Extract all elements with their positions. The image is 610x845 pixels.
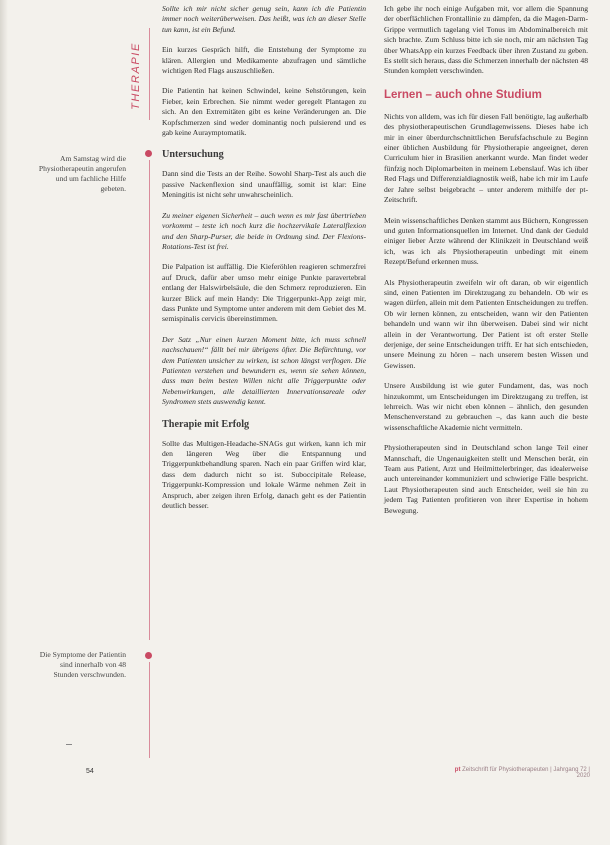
paragraph: Unsere Ausbildung ist wie guter Fundament, das, was noch hinzukommt, um Entscheidungen im Direktzugang zu treffen, ist lehrreich. Was wir nicht eben können – ähnlich, den gesunden Menschenverstand zu gebrauchen –, das kann auch die beste wissenschaftliche Akademie nicht vermitteln. (384, 381, 588, 432)
article-column-left (162, 4, 366, 521)
margin-rule-bottom (149, 662, 150, 758)
paragraph: Als Physiotherapeutin zweifeln wir oft daran, ob wir eigentlich sind, einen Patienten im Direktzugang zu behandeln. Ob wir es wagen dürfen, allein mit dem Patienten Entscheidungen zu treffen. Ob wir lernen können, zu entscheiden, wann wir den Patienten behandeln und wann wir ihn überweisen. Dabei sind wir nicht allein in der Verantwortung. Der Patient ist oft erster Stelle derjenige, der seine Entscheidungen trifft. Er hat sich entschieden, unsere Meinung zu hören – nach unserem besten Wissen und Gewissen. (384, 277, 588, 370)
page-number: 54 (86, 768, 94, 775)
page-gutter-shadow (0, 0, 8, 845)
subheading-untersuchung: Untersuchung (162, 149, 224, 161)
sidenote-marker-dot-bottom (145, 652, 152, 659)
paragraph: Mein wissenschaftliches Denken stammt aus Büchern, Kongressen und guten Informationsquellen im Internet. Und dank der Geduld einiger lieber Ärzte während der Klinikzeit in Deutschland weiß ich, was ich als Physiotherapeutin unbedingt mit einem Rezept/Befund erkennen muss. (384, 215, 588, 267)
paragraph: Sollte ich mir nicht sicher genug sein, kann ich die Patientin immer noch weiterüberweisen. Das heißt, was ich an dieser Stelle tun kann, ist ein Befund. (162, 4, 366, 34)
paragraph: Nichts von alldem, was ich für diesen Fall benötigte, lag außerhalb des physiotherapeutischen Grundlagenwissens. Dieses habe ich mir in einer überdurchschnittlichen Berufsfachschule zu Beginn einer üblichen Ausbildung für Physiotherapie angeeignet, deren Curriculum hier in Brasilien anerkannt wurde. Man findet weder fünfzig noch Diplomarbeiten in meinem Lebenslauf. Was ich über Red Flags und Differenzialdiagnostik weiß, habe ich mir im Laufe der Jahre selbst beigebracht – unter anderem mithilfe der pt-Zeitschrift. (384, 111, 588, 205)
subheading-lernen: Lernen – auch ohne Studium (384, 88, 542, 101)
paragraph: Ein kurzes Gespräch hilft, die Entstehung der Symptome zu klären. Allergien und Medikamente abzufragen und sämtliche wichtigen Red Flags auszuschließen. (162, 45, 366, 76)
sidenote-top: Am Samstag wird die Physiotherapeutin angerufen und um fachliche Hilfe gebeten. (38, 154, 126, 193)
divider-dash (66, 744, 72, 745)
journal-footer (450, 767, 590, 779)
sidenote-marker-dot-top (145, 150, 152, 157)
paragraph: Die Palpation ist auffällig. Die Kieferöhlen reagieren schmerzfrei auf Druck, dafür aber umso mehr einige Punkte paravertebral entlang der Halswirbelsäule, die den Schmerz reproduzieren. Ein kurzer Blick auf mein Handy: Die Triggerpunkt-App zeigt mir, dass Punkte und Symptome unter anderem mit dem Gebiet des M. semispinalis cervicis übereinstimmen. (162, 262, 366, 324)
journal-logo-mark: pt (454, 767, 461, 773)
article-column-right (384, 4, 588, 526)
section-tab (126, 26, 146, 126)
sidenote-bottom: Die Symptome der Patientin sind innerhalb von 48 Stunden verschwunden. (39, 650, 126, 679)
margin-rule-top (149, 28, 150, 120)
paragraph: Dann sind die Tests an der Reihe. Sowohl Sharp-Test als auch die passive Nackenflexion sind unauffällig, somit ist klar: Eine Meningitis ist nicht sehr unwahrscheinlich. (162, 169, 366, 200)
paragraph: Zu meiner eigenen Sicherheit – auch wenn es mir fast übertrieben vorkommt – teste ich noch kurz die hochzervikale Lateralflexion und den Sharp-Purser, die beide in Ordnung sind. Der Flexions-Rotations-Test ist frei. (162, 210, 366, 251)
margin-rule-middle (149, 160, 150, 640)
paragraph: Der Satz „Nur einen kurzen Moment bitte, ich muss schnell nachschauen!“ fällt bei mir übrigens öfter. Die Befürchtung, vor dem Patienten unsicher zu wirken, ist schon längst verflogen. Die Patienten verstehen und bewundern es, wenn sie sehen können, dass man beim besten Willen nicht alle Triggerpunkte oder Nebenwirkungen, alle detaillierten Innervationsareale oder Syndromen stets auswendig kennt. (162, 334, 366, 407)
paragraph: Ich gebe ihr noch einige Aufgaben mit, vor allem die Spannung der oberflächlichen Frontallinie zu dämpfen, da die Magen-Darm-Grippe vermutlich tagelang viel Tonus im Abdominalbereich mit sich brachte. Zum Schluss bitte ich sie noch, mir am nächsten Tag über WhatsApp ein kurzes Feedback über ihren Zustand zu geben. Es stellt sich heraus, dass die Schmerzen innerhalb der nächsten 48 Stunden komplett verschwinden. (384, 4, 588, 76)
journal-name: Zeitschrift für Physiotherapeuten | Jahrgang 72 | 2020 (462, 767, 590, 779)
paragraph: Die Patientin hat keinen Schwindel, keine Sehstörungen, kein Fieber, kein Erbrechen. Sie nimmt weder geregelt Plantagen zu sich. An den Extremitäten gibt es keine Veränderungen an. Die Kopfschmerzen sind weder dominantig noch pulsierend und es gab keine Auraymptomatik. (162, 86, 366, 138)
subheading-therapie: Therapie mit Erfolg (162, 418, 250, 430)
paragraph: Sollte das Multigen-Headache-SNAGs gut wirken, kann ich mir den längeren Weg über die Entspannung und Triggerpunktbehandlung sparen. Nach ein paar Griffen wird klar, dass dem dadurch nicht so ist. Suboccipitale Release, Triggerpunkt-Kompression und lokale Wärme nehmen Zeit in Anspruch, aber zeigen ihren Erfolg, danach geht es der Patientin deutlich besser. (162, 438, 366, 511)
paragraph: Physiotherapeuten sind in Deutschland schon lange Teil einer Mannschaft, die Ungenauigkeiten stellt und Menschen berät, ein Team aus Patient, Arzt und Heilmittelerbringer, das idealerweise auch untereinander kommuniziert und schwierige Fälle bespricht. Laut Physiotherapeuten sind auch Entscheider, weil sie hin zu jedem Tag Patienten profitieren von ihrer Expertise in hohem Bewegung. (384, 443, 588, 515)
section-tab-label: THERAPIE (130, 42, 142, 110)
